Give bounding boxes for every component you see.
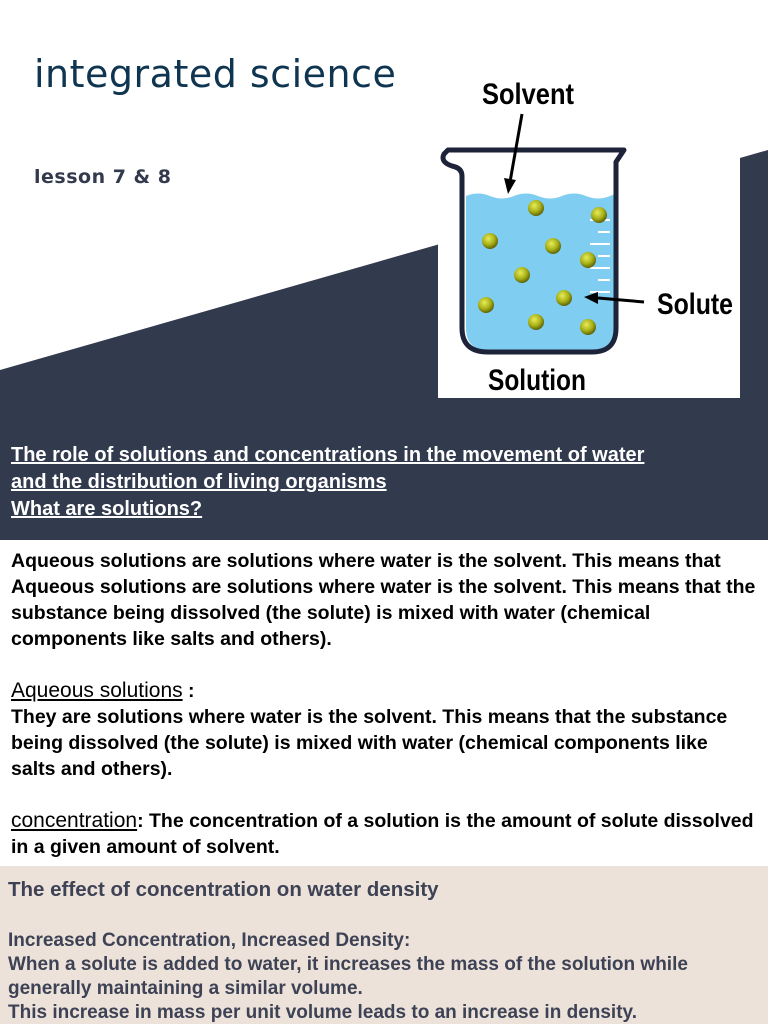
topic-line-1: The role of solutions and concentrations in the movement of water xyxy=(11,444,645,466)
concentration-definition: : The concentration of a solution is the amount of solute dissolved in a given amount of solvent. xyxy=(11,810,754,858)
density-subheading: Increased Concentration, Increased Density: xyxy=(8,930,411,951)
aqueous-term: Aqueous solutions xyxy=(11,679,183,702)
intro-paragraph: Aqueous solutions are solutions where water is the solvent. This means that Aqueous solutions are solutions where water is the solvent. This means that the substance being dissolved (the solute) is mixed with water (chemical components like salts and others). xyxy=(11,550,756,650)
beaker-diagram xyxy=(438,70,740,398)
aqueous-heading xyxy=(11,678,756,704)
topic-question: What are solutions? xyxy=(11,498,203,520)
density-line-2: This increase in mass per unit volume leads to an increase in density. xyxy=(8,1002,637,1023)
body-text xyxy=(11,548,756,860)
density-line-1: When a solute is added to water, it increases the mass of the solution while generally maintaining a similar volume. xyxy=(8,954,688,999)
density-section xyxy=(0,866,768,1024)
density-heading: The effect of concentration on water density xyxy=(8,878,439,901)
solution-label: Solution xyxy=(488,364,586,397)
slide-title: integrated science xyxy=(34,52,397,96)
concentration-paragraph xyxy=(11,808,756,860)
aqueous-definition: They are solutions where water is the solvent. This means that the substance being dissolved (the solute) is mixed with water (chemical components like salts and others). xyxy=(11,706,728,780)
lesson-subtitle: lesson 7 & 8 xyxy=(34,166,172,188)
solute-label: Solute xyxy=(657,288,733,321)
solvent-label: Solvent xyxy=(482,78,575,111)
topic-heading xyxy=(11,442,751,523)
aqueous-colon: : xyxy=(182,680,195,702)
concentration-term: concentration xyxy=(11,809,138,832)
topic-line-2: and the distribution of living organisms xyxy=(11,471,387,493)
density-text xyxy=(8,929,763,1024)
